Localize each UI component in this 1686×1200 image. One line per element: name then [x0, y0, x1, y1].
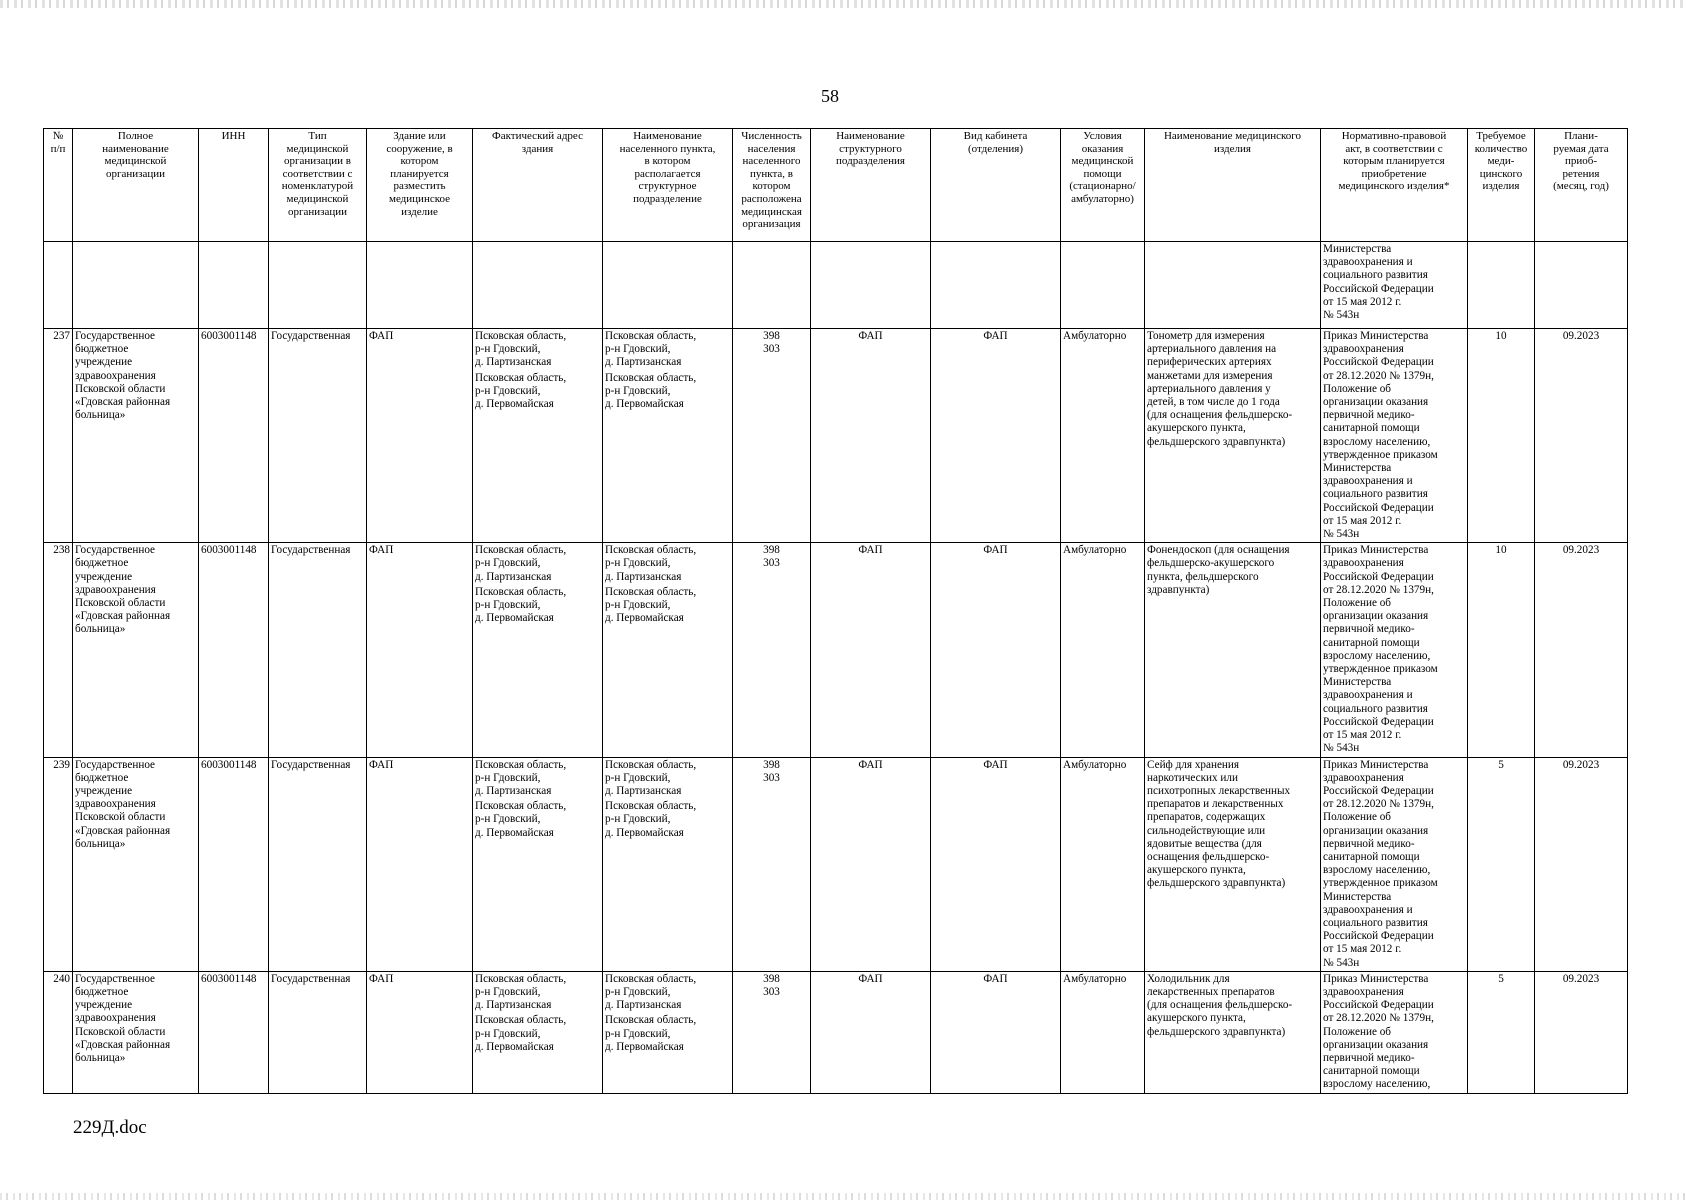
header-num: № п/п	[44, 129, 73, 242]
header-quantity: Требуемое количество меди- цинского изделия	[1468, 129, 1535, 242]
address-line: Псковская область, р-н Гдовский, д. Партизанская	[475, 972, 567, 1012]
cell-population: 398 303	[733, 543, 811, 757]
cell-inn: 6003001148	[199, 971, 269, 1093]
header-locality: Наименование населенного пункта, в котором располагается структурное подразделение	[603, 129, 733, 242]
address-line: Псковская область, р-н Гдовский, д. Партизанская	[475, 544, 567, 583]
header-type: Тип медицинской организации в соответствии с номенклатурой медицинской организации	[269, 129, 367, 242]
cell-date: 09.2023	[1535, 543, 1628, 757]
table-row	[44, 971, 1628, 1093]
locality-line: Псковская область, р-н Гдовский, д. Партизанская	[605, 972, 697, 1012]
cell-num: 239	[44, 757, 73, 971]
cell-locality	[603, 971, 733, 1093]
cell-subdivision: ФАП	[811, 329, 931, 543]
cell-inn: 6003001148	[199, 329, 269, 543]
address-line: Псковская область, р-н Гдовский, д. Первомайская	[475, 1014, 567, 1053]
cell-inn: 6003001148	[199, 757, 269, 971]
cell-device: Тонометр для измерения артериального давления на периферических артериях манжетами для измерения артериального давления у детей, в том числе до 1 года (для оснащения фельдшерско- акушерского пункта, фельдшерского здравпункта)	[1145, 329, 1321, 543]
cell-act: Приказ Министерства здравоохранения Российской Федерации от 28.12.2020 № 1379н, Положение об организации оказания первичной медико- санитарной помощи взрослому населению,	[1321, 971, 1468, 1093]
cell-building: ФАП	[367, 757, 473, 971]
cell-device: Фонендоскоп (для оснащения фельдшерско-акушерского пункта, фельдшерского здравпункта)	[1145, 543, 1321, 757]
cell-empty	[811, 242, 931, 329]
locality-line: Псковская область, р-н Гдовский, д. Партизанская	[605, 330, 697, 369]
header-building: Здание или сооружение, в котором планируется разместить медицинское изделие	[367, 129, 473, 242]
cell-org: Государственное бюджетное учреждение здравоохранения Псковской области «Гдовская районная больница»	[73, 329, 199, 543]
cell-quantity: 5	[1468, 971, 1535, 1093]
cell-act: Приказ Министерства здравоохранения Российской Федерации от 28.12.2020 № 1379н, Положение об организации оказания первичной медико- санитарной помощи взрослому населению, утвержденное приказом Министерства здравоохранения и социального развития Российской Федерации от 15 мая 2012 г. № 543н	[1321, 543, 1468, 757]
cell-locality	[603, 543, 733, 757]
scan-edge-bottom	[0, 1193, 1686, 1200]
cell-population: 398 303	[733, 971, 811, 1093]
table-row-continuation	[44, 242, 1628, 329]
address-line: Псковская область, р-н Гдовский, д. Первомайская	[475, 800, 567, 839]
cell-subdivision: ФАП	[811, 543, 931, 757]
cell-conditions: Амбулаторно	[1061, 543, 1145, 757]
cell-address	[473, 757, 603, 971]
cell-act: Приказ Министерства здравоохранения Российской Федерации от 28.12.2020 № 1379н, Положение об организации оказания первичной медико- санитарной помощи взрослому населению, утвержденное приказом Министерства здравоохранения и социального развития Российской Федерации от 15 мая 2012 г. № 543н	[1321, 329, 1468, 543]
cell-locality	[603, 757, 733, 971]
header-row	[44, 129, 1628, 242]
cell-empty	[473, 242, 603, 329]
cell-type: Государственная	[269, 543, 367, 757]
cell-building: ФАП	[367, 543, 473, 757]
cell-cabinet: ФАП	[931, 757, 1061, 971]
header-subdivision: Наименование структурного подразделения	[811, 129, 931, 242]
cell-date: 09.2023	[1535, 329, 1628, 543]
cell-address	[473, 329, 603, 543]
cell-act: Приказ Министерства здравоохранения Российской Федерации от 28.12.2020 № 1379н, Положение об организации оказания первичной медико- санитарной помощи взрослому населению, утвержденное приказом Министерства здравоохранения и социального развития Российской Федерации от 15 мая 2012 г. № 543н	[1321, 757, 1468, 971]
cell-num: 238	[44, 543, 73, 757]
cell-subdivision: ФАП	[811, 757, 931, 971]
cell-building: ФАП	[367, 971, 473, 1093]
header-population: Численность населения населенного пункта, в котором расположена медицинская организация	[733, 129, 811, 242]
cell-type: Государственная	[269, 971, 367, 1093]
locality-line: Псковская область, р-н Гдовский, д. Партизанская	[605, 758, 697, 797]
cell-empty	[1061, 242, 1145, 329]
cell-empty	[199, 242, 269, 329]
table-row	[44, 543, 1628, 757]
locality-line: Псковская область, р-н Гдовский, д. Первомайская	[605, 371, 697, 411]
header-inn: ИНН	[199, 129, 269, 242]
cell-empty	[733, 242, 811, 329]
cell-locality	[603, 329, 733, 543]
table-row	[44, 757, 1628, 971]
cell-inn: 6003001148	[199, 543, 269, 757]
cell-empty	[44, 242, 73, 329]
cell-cabinet: ФАП	[931, 543, 1061, 757]
cell-date: 09.2023	[1535, 757, 1628, 971]
cell-num: 240	[44, 971, 73, 1093]
cell-quantity: 5	[1468, 757, 1535, 971]
address-line: Псковская область, р-н Гдовский, д. Первомайская	[475, 371, 567, 411]
locality-line: Псковская область, р-н Гдовский, д. Первомайская	[605, 1014, 697, 1053]
address-line: Псковская область, р-н Гдовский, д. Партизанская	[475, 758, 567, 797]
cell-empty	[1145, 242, 1321, 329]
cell-device: Сейф для хранения наркотических или психотропных лекарственных препаратов и лекарственных препаратов, содержащих сильнодействующие или ядовитые вещества (для оснащения фельдшерско- акушерского пункта, фельдшерского здравпункта)	[1145, 757, 1321, 971]
cell-empty	[73, 242, 199, 329]
header-conditions: Условия оказания медицинской помощи (стационарно/ амбулаторно)	[1061, 129, 1145, 242]
cell-population: 398 303	[733, 757, 811, 971]
cell-empty	[1535, 242, 1628, 329]
cell-org: Государственное бюджетное учреждение здравоохранения Псковской области «Гдовская районная больница»	[73, 543, 199, 757]
locality-line: Псковская область, р-н Гдовский, д. Первомайская	[605, 585, 697, 625]
header-org: Полное наименование медицинской организации	[73, 129, 199, 242]
table-row	[44, 329, 1628, 543]
cell-empty	[367, 242, 473, 329]
cell-conditions: Амбулаторно	[1061, 329, 1145, 543]
cell-num: 237	[44, 329, 73, 543]
cell-date: 09.2023	[1535, 971, 1628, 1093]
cell-org: Государственное бюджетное учреждение здравоохранения Псковской области «Гдовская районная больница»	[73, 757, 199, 971]
page-number: 58	[821, 86, 839, 106]
cell-quantity: 10	[1468, 543, 1535, 757]
cell-quantity: 10	[1468, 329, 1535, 543]
address-line: Псковская область, р-н Гдовский, д. Партизанская	[475, 330, 567, 369]
cell-subdivision: ФАП	[811, 971, 931, 1093]
locality-line: Псковская область, р-н Гдовский, д. Первомайская	[605, 800, 697, 839]
header-act: Нормативно-правовой акт, в соответствии с которым планируется приобретение медицинского изделия*	[1321, 129, 1468, 242]
cell-building: ФАП	[367, 329, 473, 543]
cell-type: Государственная	[269, 329, 367, 543]
cell-address	[473, 543, 603, 757]
cell-empty	[269, 242, 367, 329]
cell-cabinet: ФАП	[931, 329, 1061, 543]
cell-org: Государственное бюджетное учреждение здравоохранения Псковской области «Гдовская районная больница»	[73, 971, 199, 1093]
header-cabinet: Вид кабинета (отделения)	[931, 129, 1061, 242]
cell-empty	[603, 242, 733, 329]
cell-empty	[931, 242, 1061, 329]
equipment-table	[43, 128, 1628, 1094]
cell-type: Государственная	[269, 757, 367, 971]
header-address: Фактический адрес здания	[473, 129, 603, 242]
cell-empty	[1468, 242, 1535, 329]
scan-edge-top	[0, 0, 1686, 8]
header-device: Наименование медицинского изделия	[1145, 129, 1321, 242]
cell-conditions: Амбулаторно	[1061, 971, 1145, 1093]
cell-population: 398 303	[733, 329, 811, 543]
footer-filename: 229Д.doc	[73, 1117, 147, 1138]
cell-device: Холодильник для лекарственных препаратов (для оснащения фельдшерско- акушерского пункта, фельдшерского здравпункта)	[1145, 971, 1321, 1093]
cell-cabinet: ФАП	[931, 971, 1061, 1093]
locality-line: Псковская область, р-н Гдовский, д. Партизанская	[605, 544, 697, 583]
header-date: Плани- руемая дата приоб- ретения (месяц, год)	[1535, 129, 1628, 242]
cell-address	[473, 971, 603, 1093]
cell-conditions: Амбулаторно	[1061, 757, 1145, 971]
cell-act-continuation: Министерства здравоохранения и социального развития Российской Федерации от 15 мая 2012 г. № 543н	[1321, 242, 1468, 329]
address-line: Псковская область, р-н Гдовский, д. Первомайская	[475, 585, 567, 625]
